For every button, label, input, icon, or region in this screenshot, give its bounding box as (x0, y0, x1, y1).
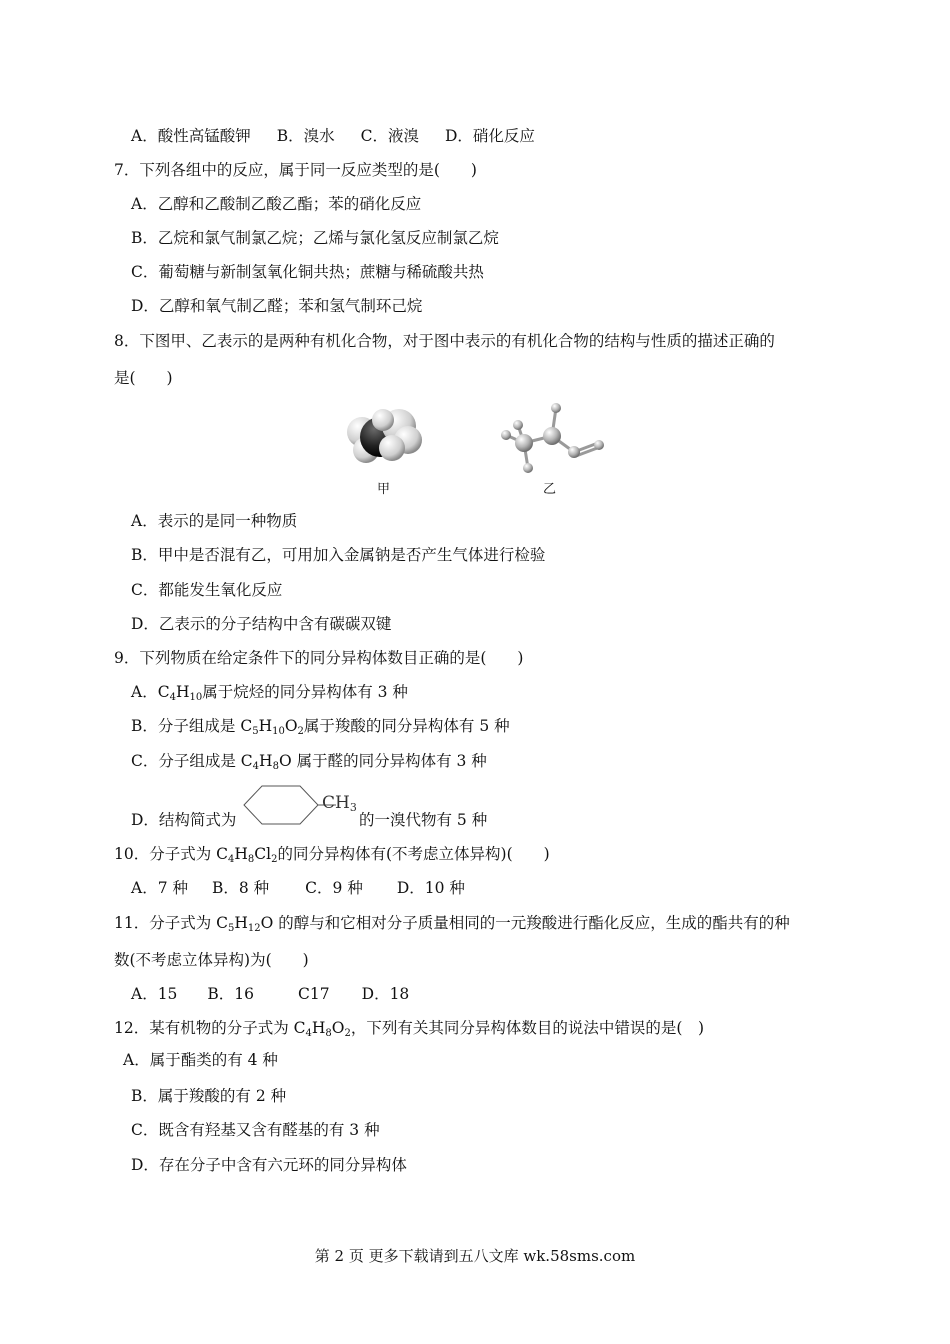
q10-option-a: A．7 种 (131, 879, 188, 897)
q6-option-c: C．液溴 (360, 127, 419, 145)
q9-option-d-pre: D．结构简式为 (131, 811, 237, 829)
q8-option-c: C．都能发生氧化反应 (131, 581, 283, 599)
q6-option-b: B．溴水 (276, 127, 335, 145)
q8-option-b: B．甲中是否混有乙，可用加入金属钠是否产生气体进行检验 (131, 546, 546, 564)
q12-option-a: A．属于酯类的有 4 种 (123, 1051, 278, 1069)
q8-stem-line1: 8．下图甲、乙表示的是两种有机化合物，对于图中表示的有机化合物的结构与性质的描述正确的 (114, 332, 775, 350)
q11-stem-line2: 数(不考虑立体异构)为( ) (114, 951, 309, 969)
q12-option-d: D．存在分子中含有六元环的同分异构体 (131, 1156, 407, 1174)
q10-option-c: C．9 种 (305, 879, 363, 897)
q6-option-a: A．酸性高锰酸钾 (131, 127, 251, 145)
q11-option-d: D．18 (361, 985, 410, 1003)
q11-option-b: B．16 (207, 985, 255, 1003)
ball-and-stick-model-yi (488, 398, 613, 478)
q7-option-a: A．乙醇和乙酸制乙酸乙酯；苯的硝化反应 (131, 195, 422, 213)
q12-stem: 12．某有机物的分子式为 $C_4H_8O_2$，下列有关其同分异构体数目的说法中错误的是( ) (114, 1019, 704, 1039)
q11-option-a: A．15 (131, 985, 178, 1003)
q7-option-d: D．乙醇和氧气制乙醛；苯和氢气制环己烷 (131, 297, 423, 315)
q8-option-d: D．乙表示的分子结构中含有碳碳双键 (131, 615, 392, 633)
q11-stem-line1: 11．分子式为 $C_5H_{12}O$ 的醇与和它相对分子质量相同的一元羧酸进行酯化反应，生成的酯共有的种 (114, 914, 790, 934)
q10-options (131, 878, 465, 898)
space-filling-model-jia (336, 400, 436, 470)
page-footer: 第 2 页 更多下载请到五八文库 wk.58sms.com (314, 1247, 636, 1265)
q7-option-b: B．乙烷和氯气制氯乙烷；乙烯与氯化氢反应制氯乙烷 (131, 229, 499, 247)
q10-option-d: D．10 种 (396, 879, 465, 897)
ch3-group-label: $CH_3$ (322, 793, 357, 814)
q12-option-c: C．既含有羟基又含有醛基的有 3 种 (131, 1121, 380, 1139)
figure-label-jia: 甲 (377, 482, 391, 497)
q6-option-d: D．硝化反应 (444, 127, 535, 145)
q10-option-b: B．8 种 (211, 879, 270, 897)
q7-stem: 7．下列各组中的反应，属于同一反应类型的是( ) (114, 161, 477, 179)
q11-option-c: C17 (298, 985, 330, 1003)
q9-option-b: B．分子组成是 $C_5H_{10}O_2$属于羧酸的同分异构体有 5 种 (131, 717, 510, 737)
q10-stem: 10．分子式为 $C_4H_8Cl_2$的同分异构体有(不考虑立体异构)( ) (114, 845, 550, 865)
q8-stem-line2: 是( ) (114, 369, 173, 387)
q9-option-d-post: 的一溴代物有 5 种 (359, 811, 488, 829)
q12-option-b: B．属于羧酸的有 2 种 (131, 1087, 287, 1105)
q9-option-c: C．分子组成是 $C_4H_8O$ 属于醛的同分异构体有 3 种 (131, 752, 487, 772)
q9-stem: 9．下列物质在给定条件下的同分异构体数目正确的是( ) (114, 649, 524, 667)
q9-option-a: A．$C_4H_{10}$属于烷烃的同分异构体有 3 种 (131, 683, 408, 703)
q6-options (131, 126, 535, 146)
q8-option-a: A．表示的是同一种物质 (131, 512, 298, 530)
figure-label-yi: 乙 (543, 482, 557, 497)
q7-option-c: C．葡萄糖与新制氢氧化铜共热；蔗糖与稀硫酸共热 (131, 263, 484, 281)
q11-options (131, 984, 409, 1004)
